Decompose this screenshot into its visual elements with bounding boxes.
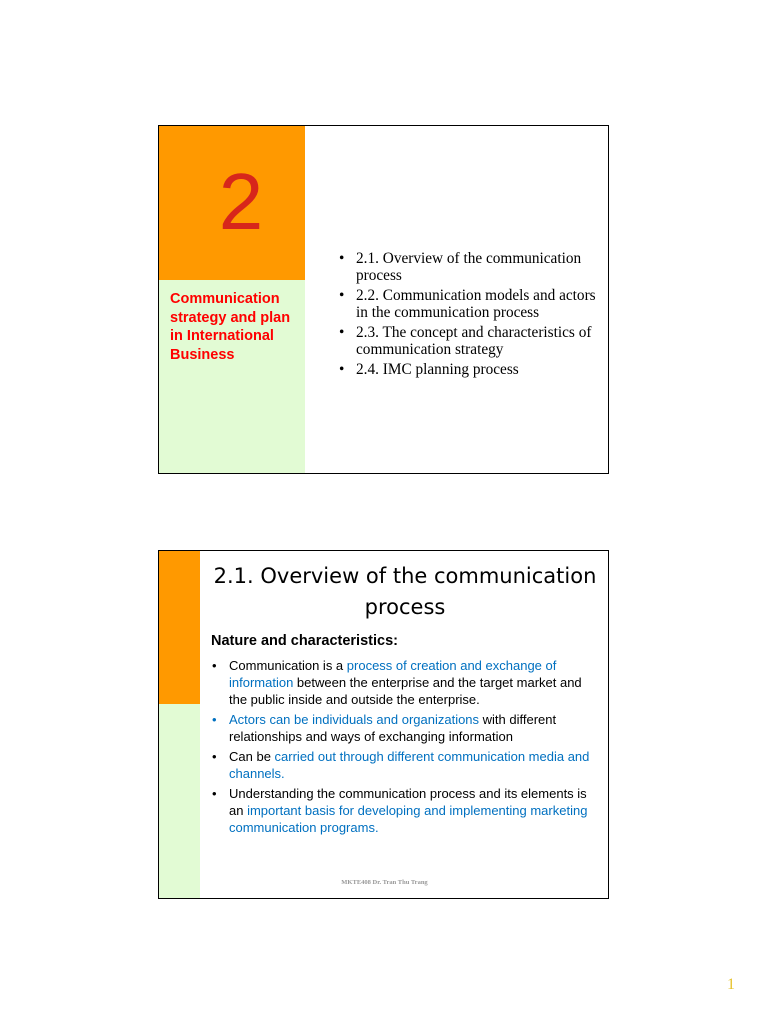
- orange-strip: [159, 551, 200, 704]
- toc-item: • 2.1. Overview of the communication process: [338, 251, 608, 285]
- slide-title: 2.1. Overview of the communication process: [213, 564, 597, 619]
- bullet-text: between the enterprise and the target market and the public inside and outside the enterprise.: [229, 675, 582, 707]
- bullet-highlight: important basis for developing and implementing marketing communication programs.: [229, 803, 588, 835]
- green-strip: [159, 704, 200, 899]
- bullet-highlight: carried out through different communication media and channels.: [229, 749, 590, 781]
- bullet-text: Communication is a: [229, 658, 347, 673]
- slide-footer: MKTE408 Dr. Tran Thu Trang: [341, 879, 428, 886]
- bullet-highlight: Actors can be individuals and organizations: [229, 712, 480, 727]
- bullet-item: [211, 748, 591, 782]
- toc-item: • 2.2. Communication models and actors in the communication process: [338, 288, 608, 322]
- table-of-contents: [338, 251, 608, 383]
- toc-item: • 2.3. The concept and characteristics of communication strategy: [338, 325, 608, 359]
- slide-chapter-cover: [158, 125, 609, 474]
- bullet-list: [211, 657, 591, 839]
- toc-item: • 2.4. IMC planning process: [338, 362, 608, 379]
- bullet-text: Can be: [229, 749, 275, 764]
- bullet-text: Understanding the communication process and its elements is an: [229, 786, 587, 818]
- bullet-highlight: process of creation and exchange of information: [229, 658, 557, 690]
- page-number: 1: [727, 976, 735, 993]
- bullet-item: [211, 711, 591, 745]
- chapter-number: 2: [218, 157, 264, 246]
- bullet-text: with different relationships and ways of exchanging information: [229, 712, 557, 744]
- slide-overview: [158, 550, 609, 899]
- bullet-item: [211, 657, 591, 708]
- bullet-item: [211, 785, 591, 836]
- subheading: Nature and characteristics:: [211, 633, 398, 649]
- chapter-title: Communication strategy and plan in International Business: [170, 291, 291, 363]
